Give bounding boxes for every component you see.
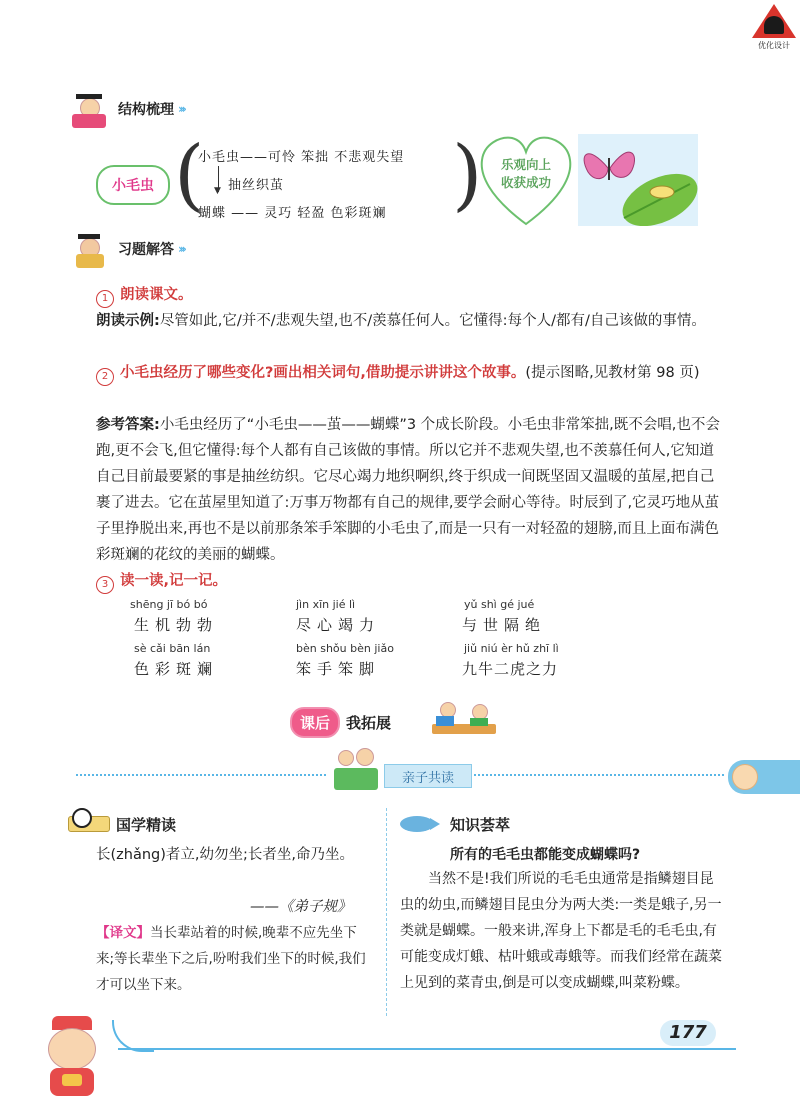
word-pinyin: jìn xīn jié lì bbox=[296, 598, 356, 611]
parent-child-reading-tag: 亲子共读 bbox=[384, 764, 472, 788]
structure-section-header bbox=[118, 98, 184, 120]
word-pinyin: jiǔ niú èr hǔ zhī lì bbox=[464, 642, 559, 655]
word-hanzi: 与世隔绝 bbox=[462, 616, 547, 634]
side-tab-face-icon bbox=[732, 764, 758, 790]
knowledge-title: 知识荟萃 bbox=[450, 816, 511, 834]
heart-line-2: 收获成功 bbox=[500, 175, 551, 190]
extension-banner bbox=[290, 706, 391, 738]
right-paren: ) bbox=[452, 130, 483, 220]
exercises-section-header bbox=[118, 238, 184, 260]
exercises-title: 习题解答 bbox=[118, 242, 174, 258]
arrow-down-icon: ▼ bbox=[214, 186, 221, 196]
family-reading-icon bbox=[330, 748, 382, 794]
word-hanzi: 九牛二虎之力 bbox=[462, 660, 559, 678]
fish-icon bbox=[400, 810, 444, 836]
word-hanzi: 笨手笨脚 bbox=[296, 660, 381, 678]
reader-icon bbox=[70, 92, 110, 130]
question-number-icon: 3 bbox=[96, 576, 114, 594]
footer-line bbox=[118, 1048, 736, 1050]
logo-text: 优化设计 bbox=[758, 41, 790, 50]
translation-text: 当长辈站着的时候,晚辈不应先坐下来;等长辈坐下之后,吩咐我们坐下的时候,我们才可以坐下来。 bbox=[96, 925, 366, 993]
guoxue-text: 长(zhǎng)者立,幼勿坐;长者坐,命乃坐。 bbox=[96, 847, 354, 863]
diagram-row-1: 小毛虫——可怜 笨拙 不悲观失望 bbox=[198, 150, 405, 165]
heart-text bbox=[486, 156, 566, 192]
q1-example-label: 朗读示例: bbox=[96, 313, 160, 329]
q1-example-text: 尽管如此,它/并不/悲观失望,也不/羡慕任何人。它懂得:每个人/都有/自己该做的事情。 bbox=[159, 313, 706, 329]
left-paren: ( bbox=[174, 130, 205, 220]
heart-line-1: 乐观向上 bbox=[500, 157, 551, 172]
column-divider bbox=[386, 808, 387, 1016]
word-hanzi: 生机勃勃 bbox=[134, 616, 219, 634]
knowledge-question: 所有的毛毛虫都能变成蝴蝶吗? bbox=[450, 847, 641, 863]
mascot-illustration bbox=[38, 1016, 108, 1100]
extension-title: 我拓展 bbox=[346, 713, 392, 732]
q2-title: 小毛虫经历了哪些变化?画出相关词句,借助提示讲讲这个故事。 bbox=[120, 365, 526, 381]
knowledge-text: 当然不是!我们所说的毛毛虫通常是指鳞翅目昆虫的幼虫,而鳞翅目昆虫分为两大类:一类是蛾子,另一类就是蝴蝶。一般来讲,浑身上下都是毛的毛毛虫,有可能变成灯蛾、枯叶蛾或毒蛾等。而我们经常在蔬菜上见到的菜青虫,倒是可以变成蝴蝶,叫菜粉蝶。 bbox=[400, 871, 722, 991]
guoxue-translation bbox=[96, 920, 370, 998]
student-icon bbox=[70, 234, 110, 270]
chevron-right-icon: ››› bbox=[178, 102, 184, 116]
guoxue-source: ——《弟子规》 bbox=[250, 899, 352, 915]
question-number-icon: 1 bbox=[96, 290, 114, 308]
q1-title: 朗读课文。 bbox=[120, 287, 193, 303]
butterfly-leaf-illustration bbox=[578, 134, 698, 226]
diagram-row-3: 蝴蝶 —— 灵巧 轻盈 色彩斑斓 bbox=[198, 206, 387, 221]
q2-answer-text: 小毛虫经历了“小毛虫——茧——蝴蝶”3 个成长阶段。小毛虫非常笨拙,既不会唱,也不会跑,更不会飞,但它懂得:每个人都有自己该做的事情。所以它并不悲观失望,也不羡慕任何人,它知道自己目前最要紧的事是抽丝纺织。它尽心竭力地织啊织,终于织成一间既坚固又温暖的茧屋,把自己裹了进去。它在茧屋里知道了:万事万物都有自己的规律,要学会耐心等待。时辰到了,它灵巧地从茧子里挣脱出来,再也不是以前那条笨手笨脚的小毛虫了,而是一只有一对轻盈的翅膀,而且上面布满色彩斑斓的花纹的美丽的蝴蝶。 bbox=[96, 417, 720, 563]
translation-label: 【译文】 bbox=[96, 925, 150, 941]
q2-title-line bbox=[96, 360, 728, 386]
structure-title: 结构梳理 bbox=[118, 102, 174, 118]
q2-answer bbox=[96, 412, 728, 568]
kids-reading-illustration bbox=[432, 700, 500, 740]
dotted-divider-right bbox=[474, 774, 724, 776]
dotted-divider-left bbox=[76, 774, 326, 776]
word-pinyin: shēng jī bó bó bbox=[130, 598, 208, 611]
word-pinyin: sè cǎi bān lán bbox=[134, 642, 211, 655]
q2-answer-label: 参考答案: bbox=[96, 417, 160, 433]
chevron-right-icon: ››› bbox=[178, 242, 184, 256]
word-hanzi: 色彩斑斓 bbox=[134, 660, 219, 678]
panda-scroll-icon bbox=[68, 808, 112, 836]
extension-oval: 课后 bbox=[290, 707, 340, 738]
guoxue-title: 国学精读 bbox=[116, 816, 177, 834]
q2-note: (提示图略,见教材第 98 页) bbox=[525, 365, 700, 381]
word-hanzi: 尽心竭力 bbox=[296, 616, 381, 634]
q1-example bbox=[96, 308, 728, 334]
q3-title: 读一读,记一记。 bbox=[120, 573, 228, 589]
question-number-icon: 2 bbox=[96, 368, 114, 386]
q3-title-line bbox=[96, 568, 728, 594]
diagram-row-2: 抽丝织茧 bbox=[228, 178, 285, 193]
diagram-main-node: 小毛虫 bbox=[96, 165, 170, 205]
page-number: 177 bbox=[660, 1020, 716, 1046]
q1-title-line bbox=[96, 282, 728, 308]
word-pinyin: yǔ shì gé jué bbox=[464, 598, 535, 611]
word-pinyin: bèn shǒu bèn jiǎo bbox=[296, 642, 394, 655]
